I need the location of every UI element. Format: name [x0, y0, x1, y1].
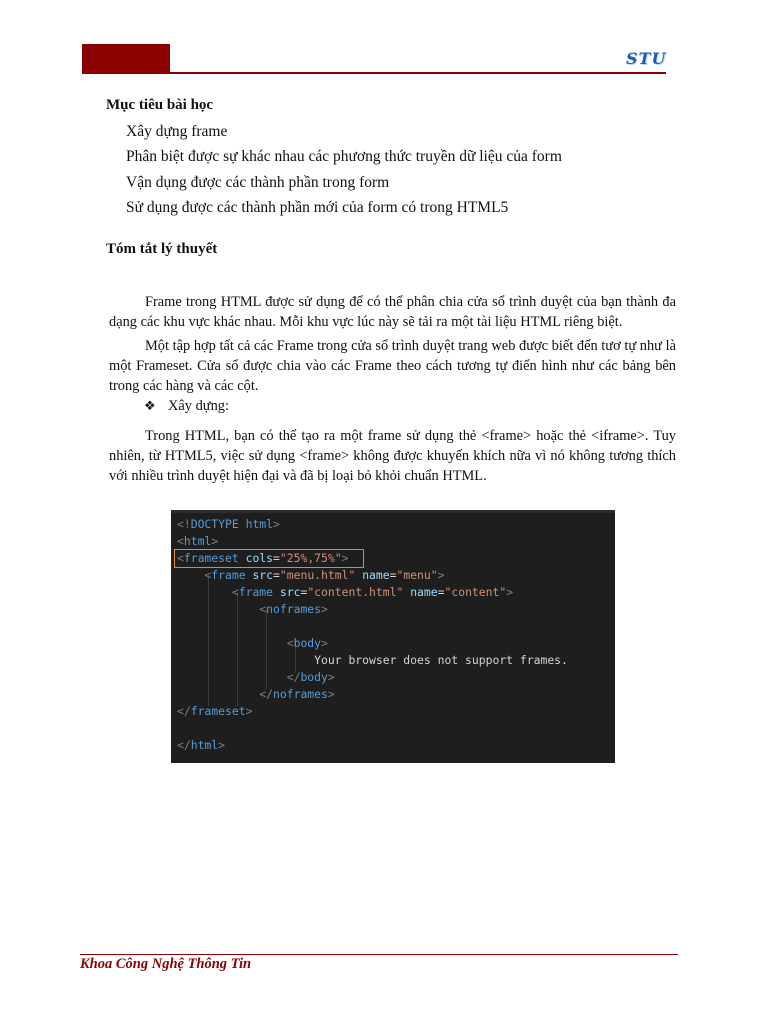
editor-top-strip — [171, 510, 615, 513]
theory-heading: Tóm tắt lý thuyết — [106, 241, 218, 257]
code-line: <frame src="menu.html" name="menu"> — [204, 568, 445, 582]
code-line: </noframes> — [259, 687, 335, 701]
stu-logo: STU — [626, 49, 667, 68]
code-line: <frameset cols="25%,75%"> — [177, 551, 349, 565]
paragraph-frame-intro: Frame trong HTML được sử dụng để có thể phân chia cửa sổ trình duyệt của bạn thành đa dạng các khu vực khác nhau. Mỗi khu vực lúc này sẽ tải ra một tài liệu HTML riêng biệt. — [109, 294, 676, 330]
objective-item: Phân biệt được sự khác nhau các phương thức truyền dữ liệu của form — [126, 148, 562, 165]
paragraph-frame-tag: Trong HTML, bạn có thể tạo ra một frame sử dụng thẻ <frame> hoặc thẻ <iframe>. Tuy nhiên, từ HTML5, việc sử dụng <frame> không được khuyến khích nữa vì nó không tương thích với nhiều trình duyệt hiện đại và đã bị loại bỏ khỏi chuẩn HTML. — [109, 428, 676, 484]
code-line: </frameset> — [177, 704, 253, 718]
header-accent-block — [82, 44, 170, 73]
code-line: <frame src="content.html" name="content"> — [231, 585, 514, 599]
diamond-bullet-icon: ❖ — [144, 398, 156, 413]
objective-item: Sử dụng được các thành phần mới của form có trong HTML5 — [126, 199, 509, 216]
code-line: <!DOCTYPE html> — [177, 517, 280, 531]
paragraph-frameset: Một tập hợp tất cả các Frame trong cửa sổ trình duyệt trang web được biết đến tươ tự như là một Frameset. Cửa sổ được chia vào các Frame theo cách tương tự điển hình như các bảng bên trong các hàng và các cột. — [109, 338, 676, 394]
code-line: <noframes> — [259, 602, 328, 616]
footer-rule — [80, 954, 678, 955]
footer-text: Khoa Công Nghệ Thông Tin — [80, 956, 252, 972]
code-line: <html> — [177, 534, 219, 548]
objectives-heading: Mục tiêu bài học — [106, 97, 214, 113]
code-line: </html> — [177, 738, 226, 752]
code-line: <body> — [286, 636, 328, 650]
header-rule — [82, 72, 666, 74]
code-line: Your browser does not support frames. — [177, 653, 568, 667]
code-line: </body> — [286, 670, 335, 684]
bullet-build: ❖ Xây dựng: — [144, 398, 229, 414]
code-screenshot — [171, 510, 615, 763]
objective-item: Xây dựng frame — [126, 123, 228, 140]
objective-item: Vận dụng được các thành phần trong form — [126, 174, 390, 191]
